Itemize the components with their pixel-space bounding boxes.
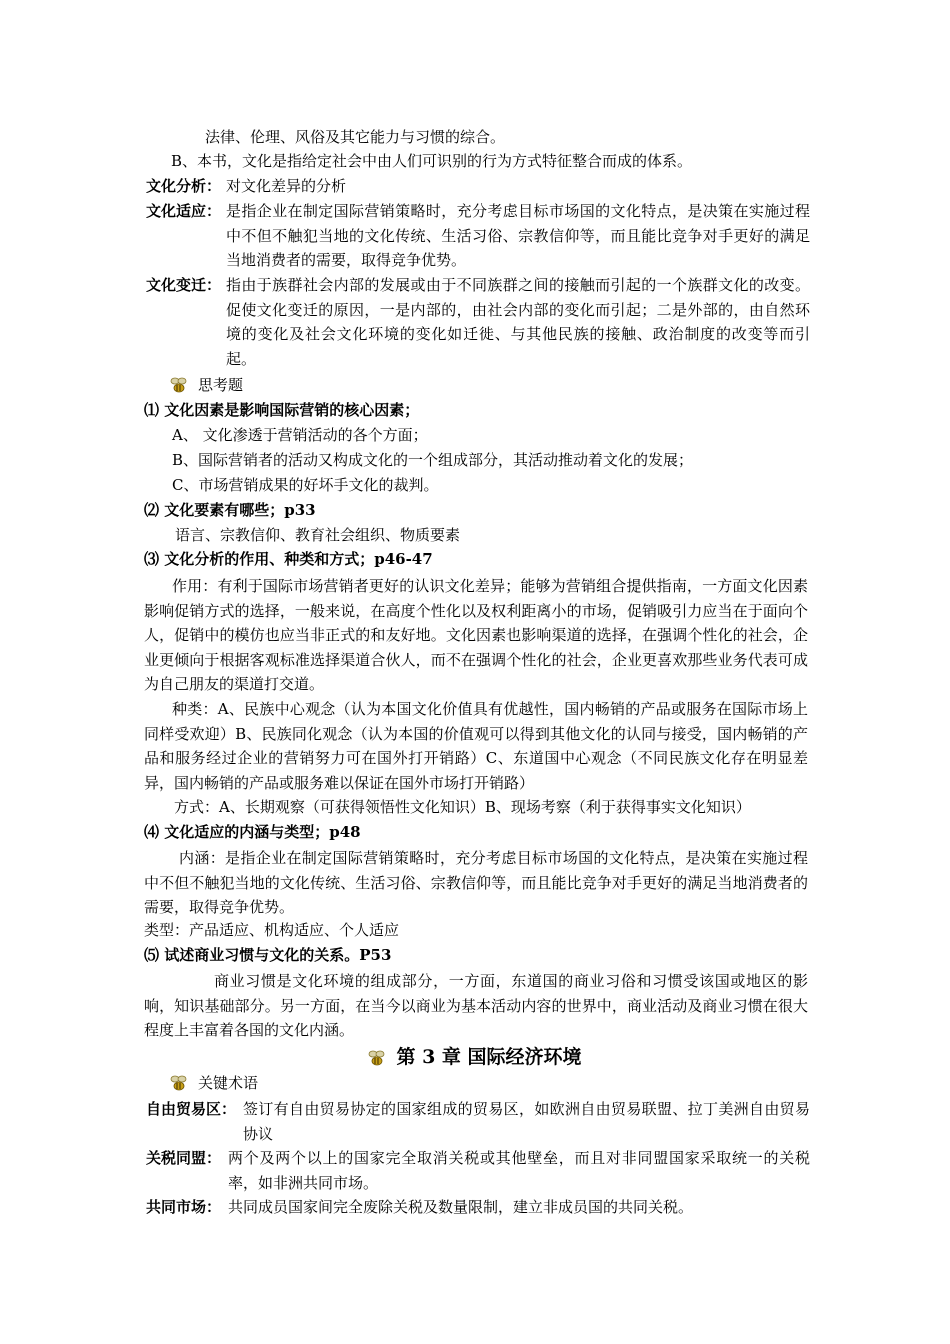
term-label: 文化变迁： [146, 276, 222, 294]
question-3-title: ⑶ 文化分析的作用、种类和方式；p46-47 [144, 550, 433, 568]
chapter-heading [0, 1044, 950, 1070]
term-label: 自由贸易区： [146, 1100, 237, 1118]
term-label: 文化分析： [146, 177, 222, 195]
term-label: 关税同盟： [146, 1149, 222, 1167]
question-1-c: C、市场营销成果的好坏手文化的裁判。 [172, 476, 439, 494]
term-free-trade-area [146, 1097, 810, 1146]
think-heading [170, 375, 243, 395]
question-1-b: B、国际营销者的活动又构成文化的一个组成部分，其活动推动着文化的发展； [172, 451, 694, 469]
key-terms-label: 关键术语 [198, 1074, 259, 1092]
chapter-title: 第 3 章 国际经济环境 [396, 1046, 582, 1068]
term-label: 共同市场： [146, 1198, 222, 1216]
term-definition: 指由于族群社会内部的发展或由于不同族群之间的接触而引起的一个族群文化的改变。促使文化变迁的原因，一是内部的，由社会内部的变化而引起；二是外部的，由自然环境的变化及社会文化环境的变化如迁徙、与其他民族的接触、政治制度的改变等而引起。 [226, 276, 810, 368]
question-2-title: ⑵ 文化要素有哪些；p33 [144, 501, 316, 519]
key-terms-heading [170, 1073, 258, 1093]
intro-line-2: B、本书，文化是指给定社会中由人们可识别的行为方式特征整合而成的体系。 [171, 152, 693, 170]
term-definition: 两个及两个以上的国家完全取消关税或其他壁垒，而且对非同盟国家采取统一的关税率，如非洲共同市场。 [228, 1149, 810, 1192]
term-customs-union [146, 1146, 810, 1195]
intro-line-1: 法律、伦理、风俗及其它能力与习惯的综合。 [205, 128, 506, 146]
bee-bullet-icon [170, 377, 188, 393]
question-4-title: ⑷ 文化适应的内涵与类型；p48 [144, 823, 361, 841]
question-5-answer: 商业习惯是文化环境的组成部分，一方面，东道国的商业习俗和习惯受该国或地区的影响，知识基础部分。另一方面，在当今以商业为基本活动内容的世界中，商业活动及商业习惯在很大程度上丰富着各国的文化内涵。 [144, 972, 808, 1039]
term-cultural-analysis [146, 174, 810, 199]
question-3-kinds: 种类：A、民族中心观念（认为本国文化价值具有优越性，国内畅销的产品或服务在国际市场上同样受欢迎）B、民族同化观念（认为本国的价值观可以得到其他文化的认同与接受，国内畅销的产品和服务经过企业的营销努力可在国外打开销路）C、东道国中心观念（不同民族文化存在明显差异，国内畅销的产品或服务难以保证在国外市场打开销路） [144, 700, 808, 792]
term-cultural-adaptation [146, 199, 810, 273]
term-common-market [146, 1195, 810, 1220]
bee-bullet-icon [368, 1050, 386, 1066]
question-1-title: ⑴ 文化因素是影响国际营销的核心因素； [144, 401, 420, 419]
question-3-methods: 方式：A、长期观察（可获得领悟性文化知识）B、现场考察（利于获得事实文化知识） [174, 798, 751, 816]
question-3-role: 作用：有利于国际市场营销者更好的认识文化差异；能够为营销组合提供指南，一方面文化因素影响促销方式的选择，一般来说，在高度个性化以及权利距离小的市场，促销吸引力应当在于面向个人，促销中的模仿也应当非正式的和友好地。文化因素也影响渠道的选择，在强调个性化的社会，企业更倾向于根据客观标准选择渠道合伙人，而不在强调个性化的社会，企业更喜欢那些业务代表可成为自己朋友的渠道打交道。 [144, 577, 808, 693]
term-label: 文化适应： [146, 202, 222, 220]
question-2-answer: 语言、宗教信仰、教育社会组织、物质要素 [175, 526, 461, 544]
think-label: 思考题 [198, 376, 244, 394]
term-definition: 共同成员国家间完全废除关税及数量限制，建立非成员国的共同关税。 [228, 1198, 694, 1216]
term-definition: 是指企业在制定国际营销策略时，充分考虑目标市场国的文化特点，是决策在实施过程中不但不触犯当地的文化传统、生活习俗、宗教信仰等，而且能比竞争对手更好的满足当地消费者的需要，取得竞争优势。 [226, 202, 810, 269]
term-cultural-change [146, 273, 810, 371]
question-5-title: ⑸ 试述商业习惯与文化的关系。P53 [144, 946, 392, 964]
question-1-a: A、 文化渗透于营销活动的各个方面； [172, 426, 428, 444]
question-4-types: 类型：产品适应、机构适应、个人适应 [144, 921, 400, 939]
term-definition: 签订有自由贸易协定的国家组成的贸易区，如欧洲自由贸易联盟、拉丁美洲自由贸易协议 [243, 1100, 810, 1143]
question-4-meaning: 内涵：是指企业在制定国际营销策略时，充分考虑目标市场国的文化特点，是决策在实施过程中不但不触犯当地的文化传统、生活习俗、宗教信仰等，而且能比竞争对手更好的满足当地消费者的需要，取得竞争优势。 [144, 849, 808, 916]
term-definition: 对文化差异的分析 [226, 177, 347, 195]
bee-bullet-icon [170, 1075, 188, 1091]
